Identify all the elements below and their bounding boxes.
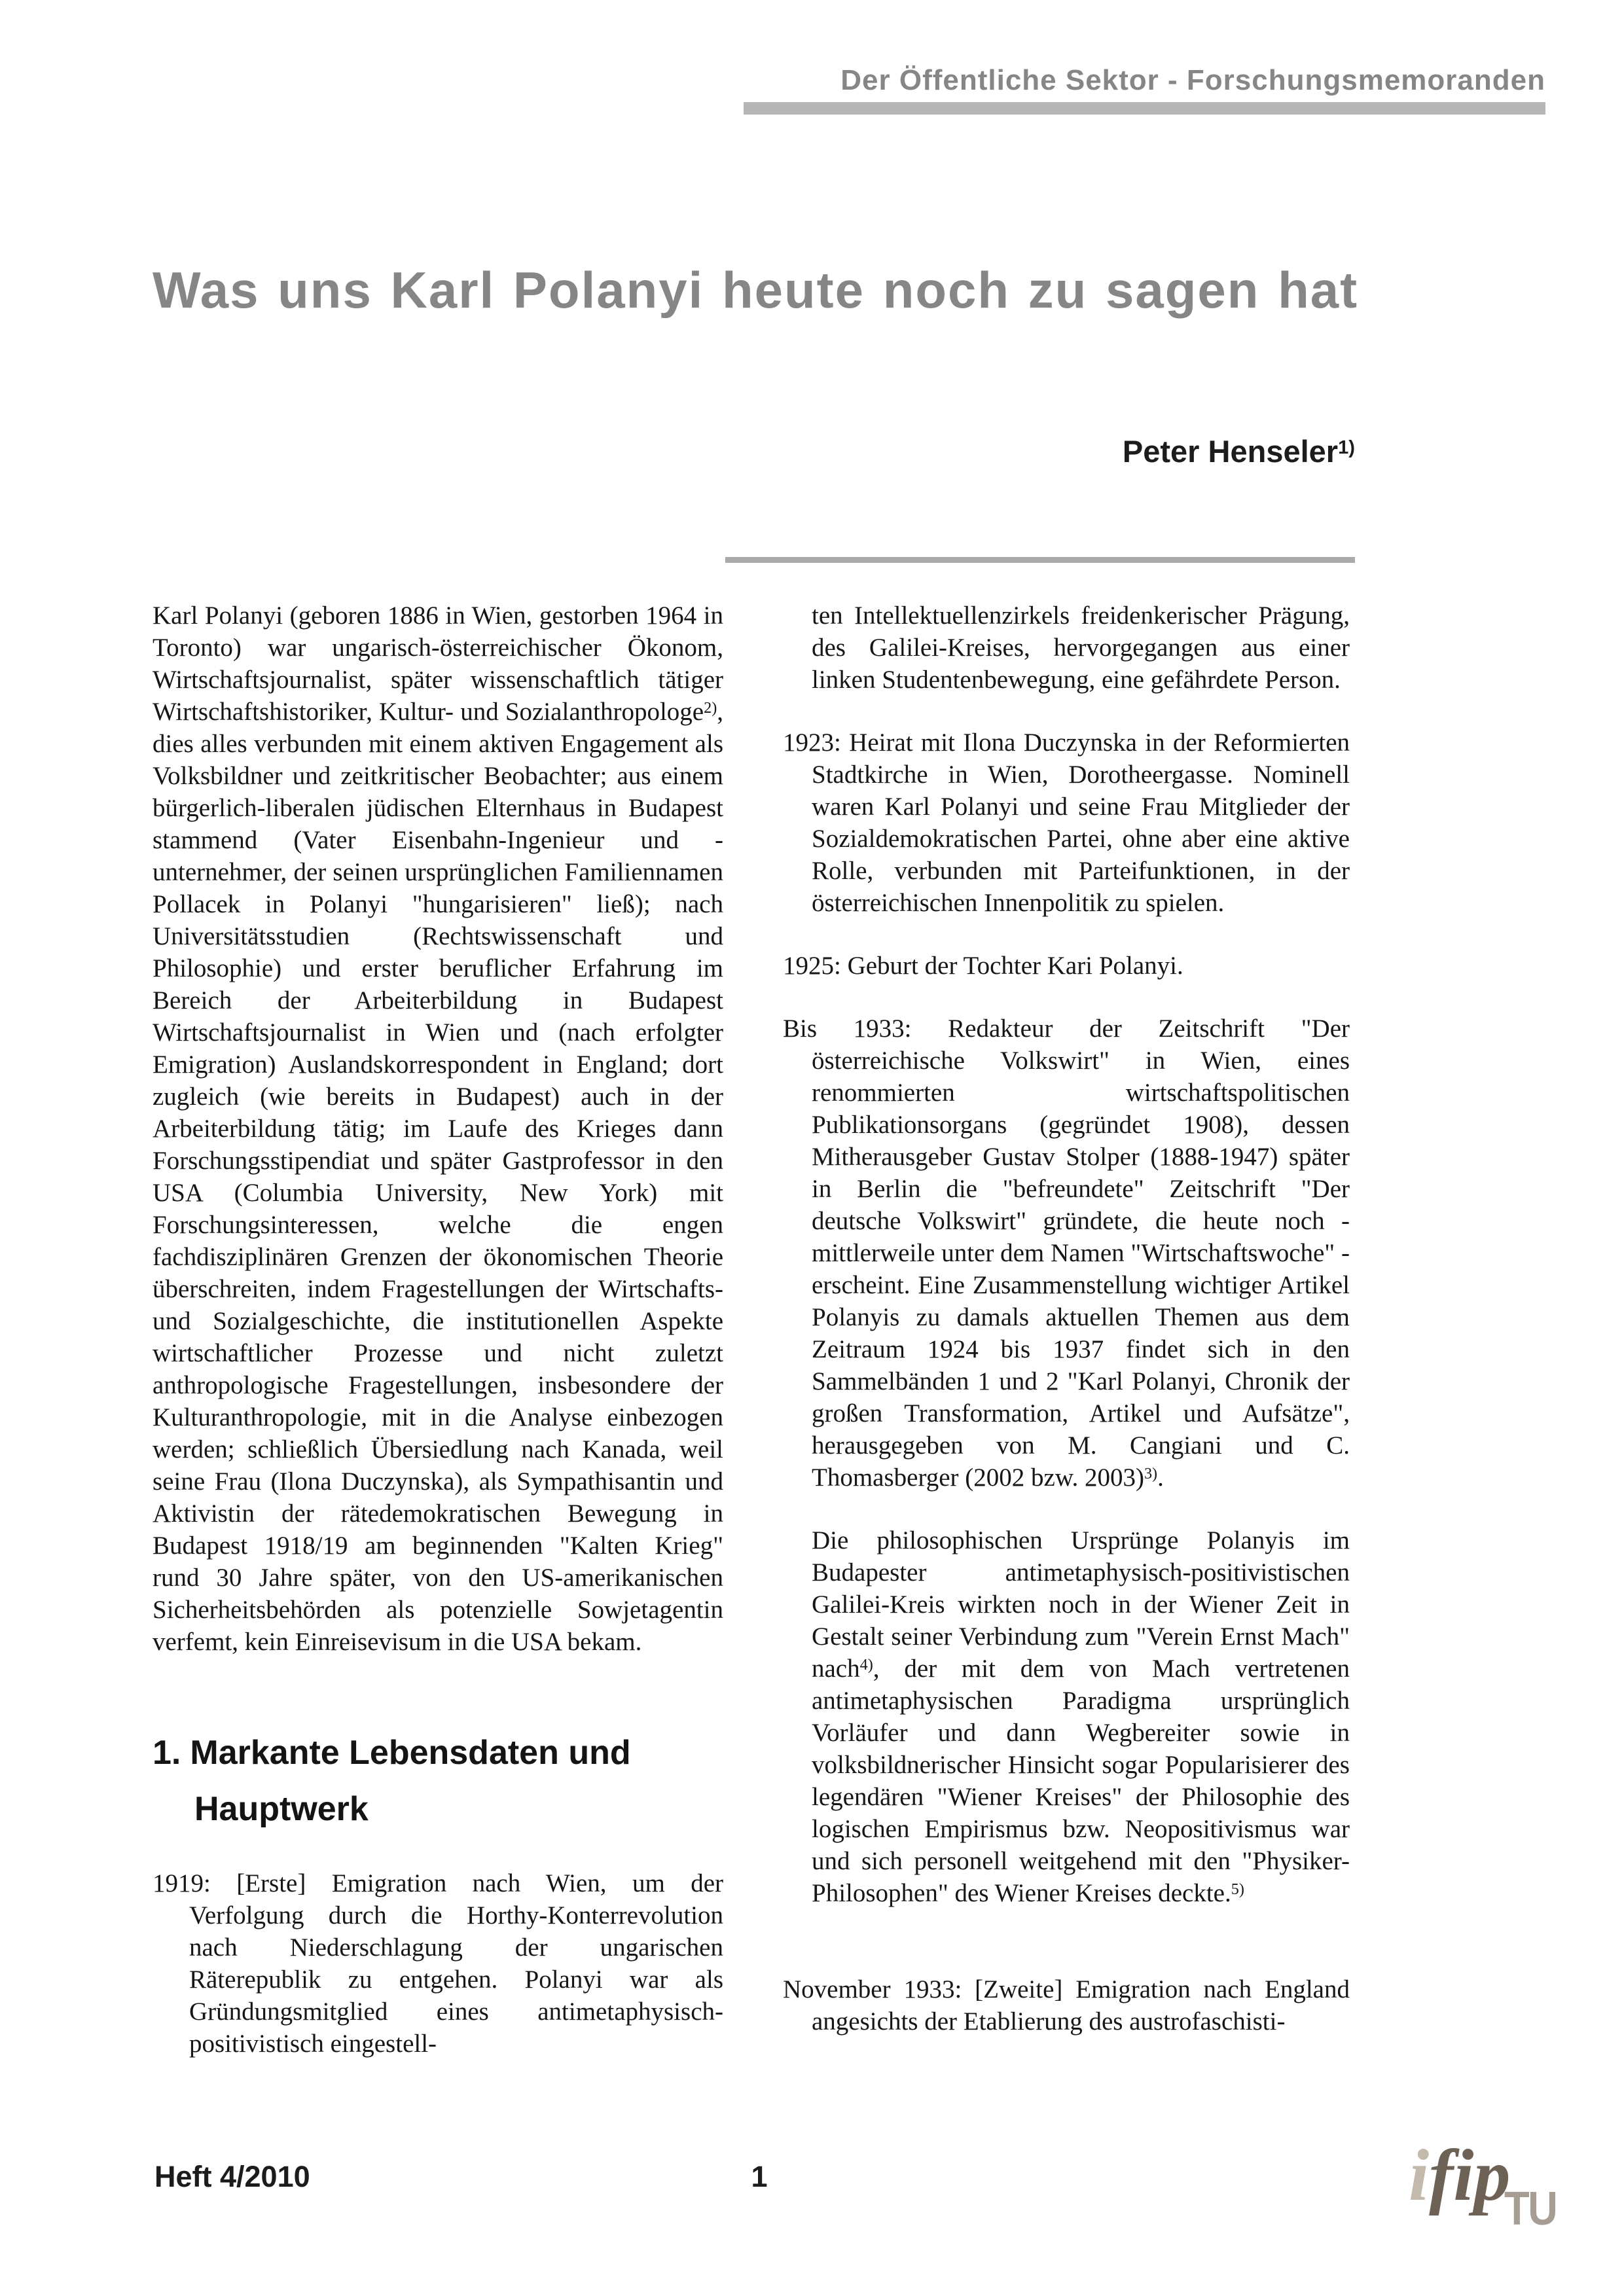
timeline-entry-1919-continuation: ten Intellektuellenzirkels freidenkerischer Prägung, des Galilei-Kreises, hervorgegangen aus einer linken Studentenbewegung, eine gefährdete Person.	[812, 601, 1350, 694]
author-line	[725, 433, 1355, 469]
ifip-tu-logo	[1409, 2135, 1612, 2257]
timeline-entry-1919: 1919: [Erste] Emigration nach Wien, um der Verfolgung durch die Horthy-Konterrevolution nach Niederschlagung der ungarischen Räterepublik zu entgehen. Polanyi war als Gründungsmitglied eines antimetaphysisch-positivistisch eingestell-	[153, 1869, 723, 2058]
article-title: Was uns Karl Polanyi heute noch zu sagen hat	[153, 261, 1359, 319]
timeline-entry-1923: 1923: Heirat mit Ilona Duczynska in der Reformierten Stadtkirche in Wien, Dorotheergasse. Nominell waren Karl Polanyi und seine Frau Mitglieder der Sozialdemokratischen Partei, ohne aber eine aktive Rolle, verbunden mit Parteifunktionen, in der österreichischen Innenpolitik zu spielen.	[783, 728, 1350, 917]
timeline-entry-november-1933: November 1933: [Zweite] Emigration nach England angesichts der Etablierung des austrofaschisti-	[783, 1975, 1350, 2036]
right-column	[783, 600, 1350, 2037]
journal-header-title: Der Öffentliche Sektor - Forschungsmemoranden	[840, 64, 1545, 96]
timeline-entry-1925: 1925: Geburt der Tochter Kari Polanyi.	[783, 952, 1183, 980]
intro-paragraph: Karl Polanyi (geboren 1886 in Wien, gestorben 1964 in Toronto) war ungarisch-österreichischer Ökonom, Wirtschaftsjournalist, später wissenschaftlich tätiger Wirtschaftshistoriker, Kultur- und Sozialanthropologe$^{2)}$, dies alles verbunden mit einem aktiven Engagement als Volksbildner und zeitkritischer Beobachter; aus einem bürgerlich-liberalen jüdischen Elternhaus in Budapest stammend (Vater Eisenbahn-Ingenieur und -unternehmer, der seinen ursprünglichen Familiennamen Pollacek in Polanyi "hungarisieren" ließ); nach Universitätsstudien (Rechtswissenschaft und Philosophie) und erster beruflicher Erfahrung im Bereich der Arbeiterbildung in Budapest Wirtschaftsjournalist in Wien und (nach erfolgter Emigration) Auslandskorrespondent in England; dort zugleich (wie bereits in Budapest) auch in der Arbeiterbildung tätig; im Laufe des Krieges dann Forschungsstipendiat und später Gastprofessor in den USA (Columbia University, New York) mit Forschungsinteressen, welche die engen fachdisziplinären Grenzen der ökonomischen Theorie überschreiten, indem Fragestellungen der Wirtschafts- und Sozialgeschichte, die institutionellen Aspekte wirtschaftlicher Prozesse und nicht zuletzt anthropologische Fragestellungen, insbesondere der Kulturanthropologie, mit in die Analyse einbezogen werden; schließlich Übersiedlung nach Kanada, weil seine Frau (Ilona Duczynska), als Sympathisantin und Aktivistin der rätedemokratischen Bewegung in Budapest 1918/19 am beginnenden "Kalten Krieg" rund 30 Jahre später, von den US-amerikanischen Sicherheitsbehörden als potenzielle Sowjetagentin verfemt, kein Einreisevisum in die USA bekam.	[153, 601, 723, 1656]
logo-ifip-i: i	[1409, 2135, 1430, 2216]
left-column	[153, 600, 723, 2060]
paragraph-galilei-mach: Die philosophischen Ursprünge Polanyis im Budapester antimetaphysisch-positivistischen Galilei-Kreis wirkten noch in der Wiener Zeit in Gestalt seiner Verbindung zum "Verein Ernst Mach" nach$^{4)}$, der mit dem von Mach vertretenen antimetaphysischen Paradigma ursprünglich Vorläufer und dann Wegbereiter sowie in volksbildnerischer Hinsicht sogar Popularisierer des legendären "Wiener Kreises" der Philosophie des logischen Empirismus bzw. Neopositivismus war und sich personell weitgehend mit den "Physiker-Philosophen" des Wiener Kreises deckte.$^{5)}$	[812, 1526, 1350, 1907]
header-divider-bar	[744, 102, 1545, 115]
author-footnote-marker: 1)	[1338, 437, 1355, 458]
footer-issue-label: Heft 4/2010	[154, 2160, 310, 2193]
section-heading	[153, 1725, 723, 1837]
author-name: Peter Henseler	[1122, 434, 1339, 469]
logo-ifip-wordmark	[1409, 2135, 1511, 2216]
footer-page-number: 1	[751, 2160, 768, 2193]
author-divider-rule	[725, 557, 1355, 563]
logo-ifip-fip: fip	[1429, 2135, 1511, 2216]
logo-tu: TU	[1504, 2183, 1557, 2235]
timeline-entry-bis-1933: Bis 1933: Redakteur der Zeitschrift "Der österreichische Volkswirt" in Wien, eines renommierten wirtschaftspolitischen Publikationsorgans (gegründet 1908), dessen Mitherausgeber Gustav Stolper (1888-1947) später in Berlin die "befreundete" Zeitschrift "Der deutsche Volkswirt" gründete, die heute noch - mittlerweile unter dem Namen "Wirtschaftswoche" - erscheint. Eine Zusammenstellung wichtiger Artikel Polanyis zu damals aktuellen Themen aus dem Zeitraum 1924 bis 1937 findet sich in den Sammelbänden 1 und 2 "Karl Polanyi, Chronik der großen Transformation, Artikel und Aufsätze", herausgegeben von M. Cangiani und C. Thomasberger (2002 bzw. 2003)$^{3)}$.	[783, 1014, 1350, 1492]
section-number: 1.	[153, 1734, 181, 1772]
section-title: Markante Lebensdaten und Hauptwerk	[190, 1734, 631, 1828]
